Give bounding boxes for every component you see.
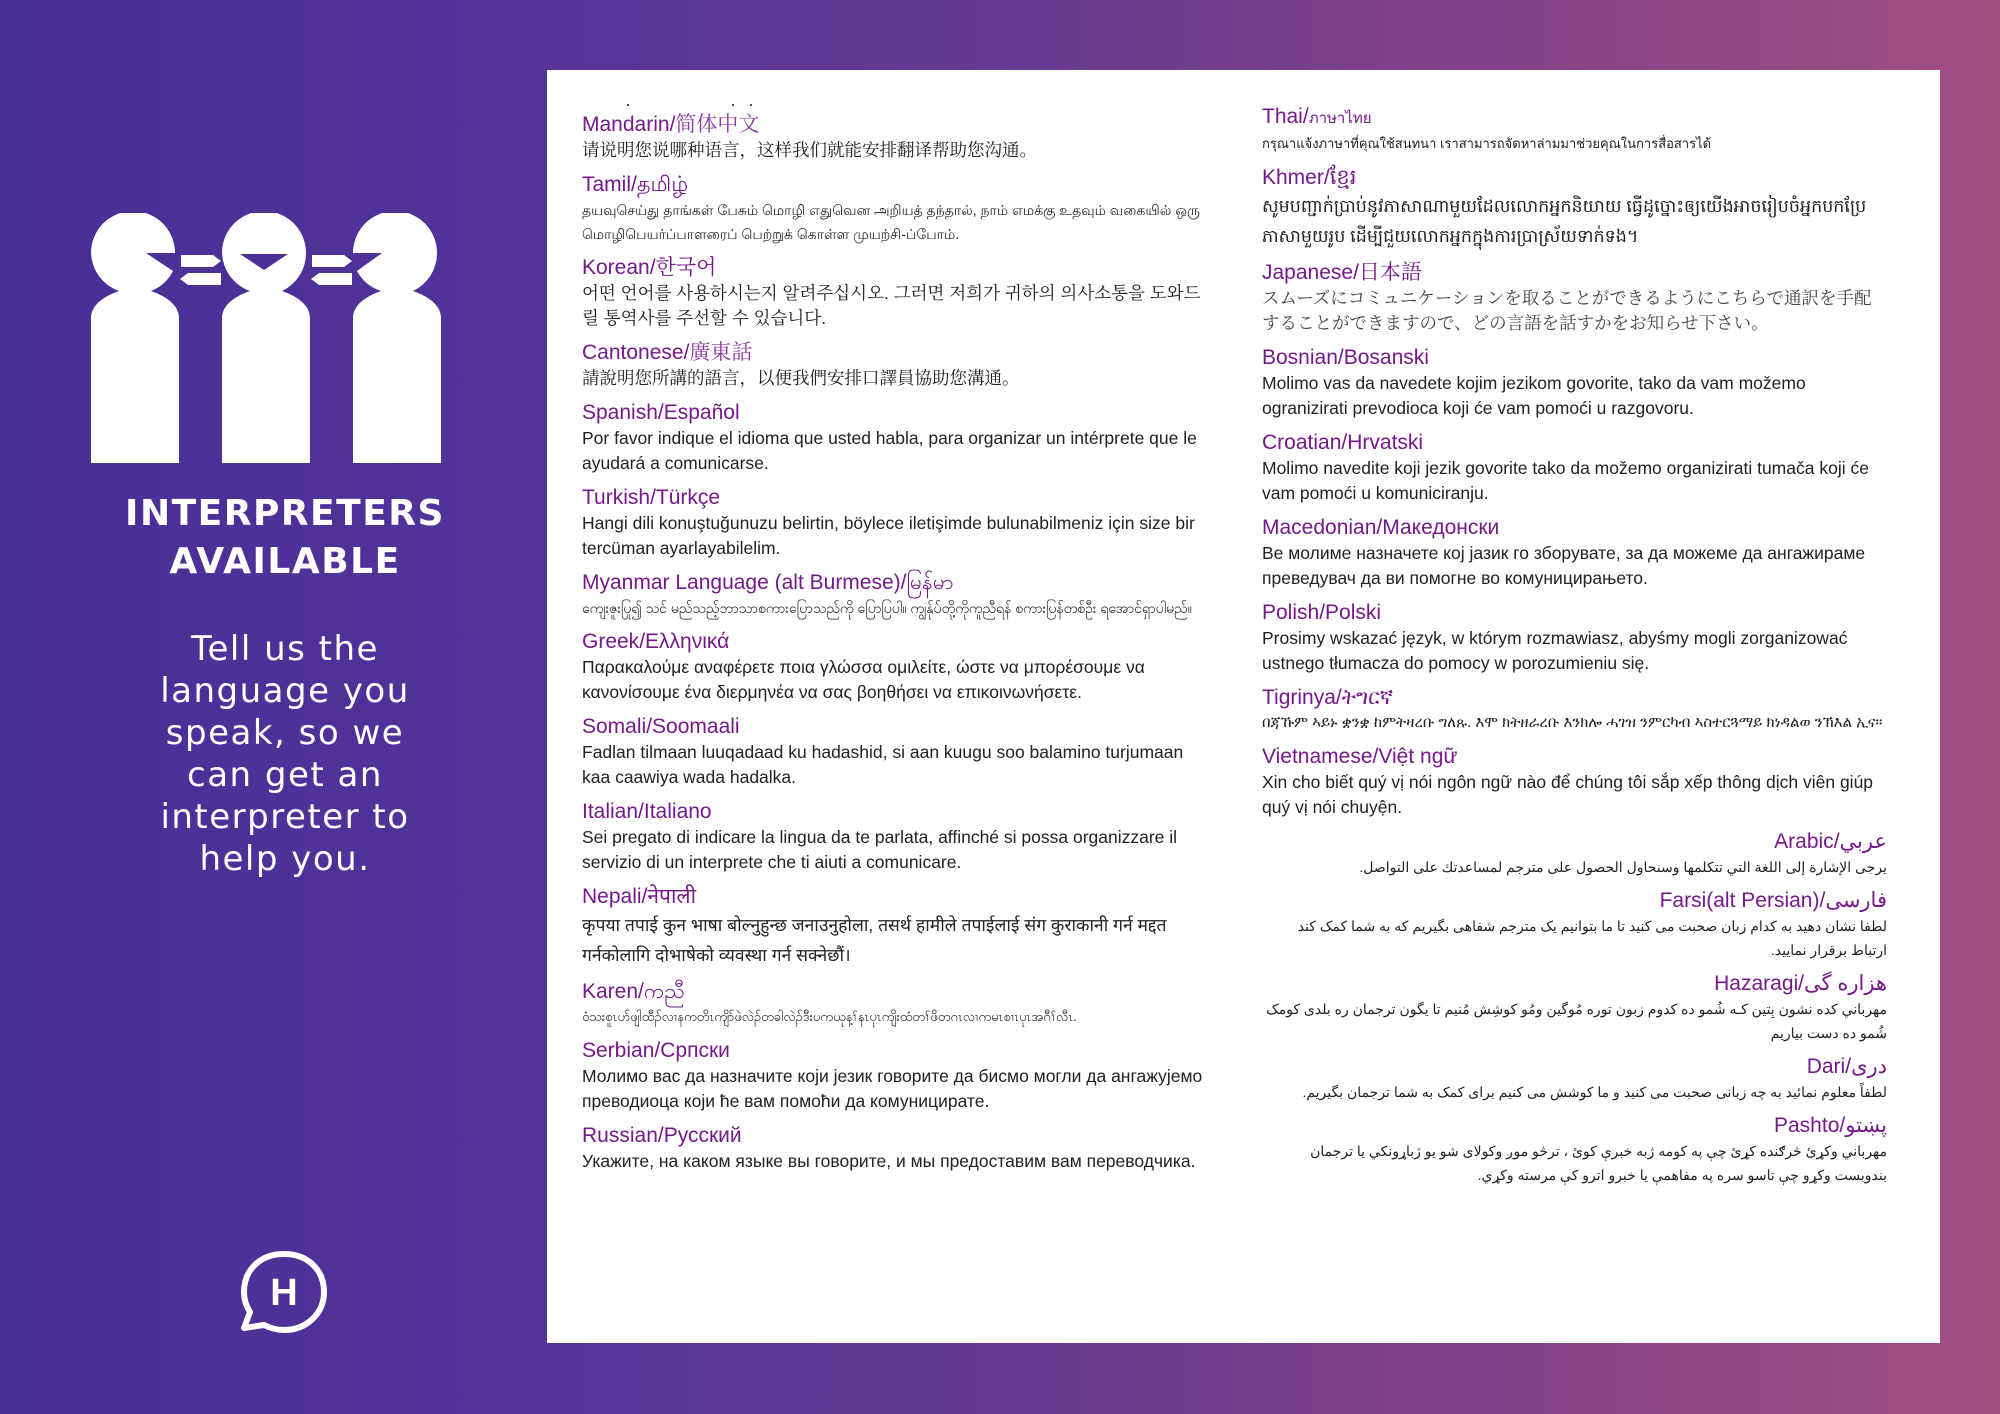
language-title: Nepali/नेपाली (582, 885, 697, 908)
tagline-line: language you (160, 671, 410, 711)
sidebar (0, 0, 547, 1414)
language-text: يرجى الإشارة إلى اللغة التي تتكلمها وسنحاول الحصول على مترجم لمساعدتك على التواصل. (1359, 859, 1887, 875)
language-title: Mandarin/简体中文 (582, 113, 760, 136)
language-entry-greek (582, 629, 1212, 705)
language-column-right (1262, 104, 1887, 1196)
language-title: عربي/Arabic (1774, 830, 1887, 853)
language-entry-tigrinya (1262, 685, 1887, 735)
language-title: Russian/Русский (582, 1124, 742, 1147)
language-title: Turkish/Türkçe (582, 486, 721, 509)
language-title: Macedonian/Македонски (1262, 516, 1500, 539)
language-title: Myanmar Language (alt Burmese)/မြန်မာ (582, 571, 954, 594)
language-entry-japanese (1262, 260, 1887, 336)
language-text: Molimo vas da navedete kojim jezikom govorite, tako da vam možemo ogranizirati prevodioca koji će vam pomoći u razgovoru. (1262, 373, 1806, 418)
language-text: ဝံသးစူၤဟ်ဖျါထီၣ်လၢနကတိၤကျိာ်ဖဲလဲၣ်တခါလဲၣ်ဒီးပကယုန့ၢ်နၤပုၤကျိးထံတၢ်ဖိတဂၤလၢကမၤစၢၤပုၤအဂီၢ်လီၤ. (582, 1009, 1077, 1024)
language-text: Παρακαλούμε αναφέρετε ποια γλώσσα ομιλείτε, ώστε να μπορέσουμε να κανονίσουμε ένα διερμηνέα να σας βοηθήσει να επικοινωνήσετε. (582, 657, 1145, 702)
language-title: Italian/Italiano (582, 800, 712, 823)
language-text: Xin cho biết quý vị nói ngôn ngữ nào để chúng tôi sắp xếp thông dịch viên giúp quý vị nói chuyện. (1262, 772, 1874, 817)
language-entry-turkish (582, 485, 1212, 561)
tagline-line: speak, so we (165, 713, 405, 753)
language-title: Bosnian/Bosanski (1262, 346, 1429, 369)
language-entry-cantonese (582, 340, 1212, 391)
tagline-line: Tell us the (191, 629, 379, 669)
language-entry-thai (1262, 104, 1887, 156)
language-text: 어떤 언어를 사용하시는지 알려주십시오. 그러면 저희가 귀하의 의사소통을 도와드릴 통역사를 주선할 수 있습니다. (582, 283, 1201, 328)
language-panel (547, 70, 1940, 1343)
speech-bubble-h-icon (236, 1248, 332, 1344)
rtl-language-group (1262, 829, 1887, 1187)
language-entry-khmer (1262, 165, 1887, 251)
language-entry-nepali (582, 884, 1212, 970)
language-title: Karen/ကညီ (582, 980, 685, 1003)
language-title: Thai/ภาษาไทย (1262, 105, 1372, 128)
language-text: Укажите, на каком языке вы говорите, и мы предоставим вам переводчика. (582, 1151, 1196, 1171)
language-entry-tamil (582, 172, 1212, 246)
language-entry-macedonian (1262, 515, 1887, 591)
language-title: Greek/Ελληνικά (582, 630, 730, 653)
svg-text:H: H (270, 1272, 298, 1314)
language-entry-farsi (1262, 888, 1887, 962)
language-text: Molimo navedite koji jezik govorite tako da možemo organizirati tumača koji će vam pomoći u komuniciranju. (1262, 458, 1869, 503)
language-title: Polish/Polski (1262, 601, 1382, 624)
language-title: Tamil/தமிழ் (582, 173, 689, 196)
language-title: Spanish/Español (582, 401, 740, 424)
language-entry-arabic (1262, 829, 1887, 879)
language-text: 請說明您所講的語言，以便我們安排口譯員協助您溝通。 (582, 368, 1020, 388)
interpreter-symbol-icon (91, 213, 471, 463)
language-text: សូមបញ្ជាក់ប្រាប់នូវភាសាណាមួយដែលលោកអ្នកនិយាយ ធ្វើដូច្នោះឲ្យយើងអាចរៀបចំអ្នកបកប្រែភាសាមួយរូប ដើម្បីជួយលោកអ្នកក្នុងការប្រាស្រ័យទាក់ទង។ (1262, 196, 1867, 246)
language-text: Sei pregato di indicare la lingua da te parlata, affinché si possa organizzare il servizio di un interprete che ti aiuti a comunicare. (582, 827, 1178, 872)
language-text: 请说明您说哪种语言，这样我们就能安排翻译帮助您沟通。 (582, 140, 1037, 160)
headline-line-1: INTERPRETERS (125, 493, 445, 534)
tagline-line: help you. (199, 839, 371, 879)
language-title: دری/Dari (1806, 1055, 1887, 1078)
language-entry-dari (1262, 1054, 1887, 1104)
language-entry-myanmar (582, 570, 1212, 620)
tagline-line: interpreter to (160, 797, 410, 837)
headline (0, 490, 570, 586)
language-entry-serbian (582, 1038, 1212, 1114)
language-column-left (582, 104, 1212, 1183)
language-entry-croatian (1262, 430, 1887, 506)
language-entry-mandarin (582, 112, 1212, 163)
language-text: Hangi dili konuştuğunuzu belirtin, böylece iletişimde bulunabilmeniz için size bir tercüman ayarlayabilelim. (582, 513, 1195, 558)
language-text: مهرباني كده نشون بِتين كـه شُمو ده كدوم زبون توره مُوگين ومُو كوشِش مُنيم تا يگون ترجمان ره بلدى كومک شُمو ده دست بياريم (1266, 1001, 1887, 1041)
language-text: กรุณาแจ้งภาษาที่คุณใช้สนทนา เราสามารถจัดหาล่ามมาช่วยคุณในการสื่อสารได้ (1262, 136, 1712, 151)
language-text: スムーズにコミュニケーションを取ることができるようにこちらで通訳を手配することができますので、どの言語を話すかをお知らせ下さい。 (1262, 288, 1872, 333)
language-title: Vietnamese/Việt ngữ (1262, 745, 1458, 768)
language-entry-karen (582, 979, 1212, 1029)
language-text: مهرباني وکړئ څرګنده کړئ چې په کومه ژبه خبرې کوئ ، ترڅو موږ وکولای شو یو ژباړونکي یا ترجمان بندوبست وکړو چې تاسو سره په مفاهمې یا خبرو اترو کې مرسته وکړي. (1310, 1143, 1887, 1183)
language-title: Serbian/Српски (582, 1039, 730, 1062)
language-entry-hazaragi (1262, 971, 1887, 1045)
language-title: Japanese/日本語 (1262, 261, 1422, 284)
language-text: தயவுசெய்து தாங்கள் பேசும் மொழி எதுவென அறியத் தந்தால், நாம் எமக்கு உதவும் வகையில் ஒரு மொழிபெயர்ப்பாளரைப் பெற்றுக் கொள்ள முயற்சி-ப்போம். (582, 202, 1200, 242)
language-entry-pashto (1262, 1113, 1887, 1187)
language-text: Ве молиме назначете кој јазик го зборувате, за да можеме да ангажираме преведувач да ви помогне во комуницирањето. (1262, 543, 1866, 588)
language-entry-somali (582, 714, 1212, 790)
language-entry-vietnamese (1262, 744, 1887, 820)
tagline-line: can get an (187, 755, 383, 795)
language-text: Молимо вас да назначите који језик говорите да бисмо могли да ангажујемо преводиоца који ће вам помоћи да комуницирате. (582, 1066, 1203, 1111)
headline-line-2: AVAILABLE (169, 541, 401, 582)
language-title: Croatian/Hrvatski (1262, 431, 1424, 454)
language-title: فارسی/Farsi(alt Persian) (1659, 889, 1887, 912)
language-entry-spanish (582, 400, 1212, 476)
language-title: Khmer/ខ្មែរ (1262, 166, 1357, 189)
tagline (0, 628, 570, 880)
language-entry-russian (582, 1123, 1212, 1174)
language-title: هزاره گی/Hazaragi (1714, 972, 1887, 995)
language-title: Cantonese/廣東話 (582, 341, 753, 364)
language-title: Somali/Soomaali (582, 715, 740, 738)
language-text: لطفا نشان دهید به کدام زبان صحبت می کنید تا ما بتوانیم یک مترجم شفاهی بگیریم که به شما کمک کند ارتباط برقرار نمایید. (1297, 918, 1887, 958)
language-title: Tigrinya/ትግርኛ (1262, 686, 1394, 709)
scan-artifact (582, 104, 1212, 112)
language-entry-italian (582, 799, 1212, 875)
language-text: Prosimy wskazać język, w którym rozmawiasz, abyśmy mogli zorganizować ustnego tłumacza do pomocy w porozumieniu się. (1262, 628, 1848, 673)
language-text: कृपया तपाई कुन भाषा बोल्नुहुन्छ जनाउनुहोला, तसर्थ हामीले तपाईलाई संग कुराकानी गर्न मद्दत गर्नकोलागि दोभाषेको व्यवस्था गर्न सक्नेछौं। (582, 915, 1167, 965)
language-entry-korean (582, 255, 1212, 331)
language-text: በጃኹም ኣይኑ ቋንቋ ከምትዛረቡ ግለጹ. እሞ ክትዘራረቡ እንክሎ ሓገዝ ንምርካብ ኣስተርጓማይ ክነዳልወ ንኽእል ኢና። (1262, 714, 1883, 731)
language-title: Korean/한국어 (582, 256, 717, 279)
language-entry-bosnian (1262, 345, 1887, 421)
language-text: Fadlan tilmaan luuqadaad ku hadashid, si aan kuugu soo balamino turjumaan kaa caawiya wada hadalka. (582, 742, 1184, 787)
language-text: ကျေးဇူးပြု၍ သင် မည်သည့်ဘာသာစကားပြောသည်ကို ပြောပြပါ။ ကျွန်ုပ်တို့ကိုကူညီရန် စကားပြန်တစ်ဦး ရအောင်ရှာပါမည်။ (582, 600, 1192, 616)
language-entry-polish (1262, 600, 1887, 676)
language-title: پښتو/Pashto (1774, 1114, 1887, 1137)
language-text: Por favor indique el idioma que usted habla, para organizar un intérprete que le ayudará a comunicarse. (582, 428, 1197, 473)
language-text: لطفاً معلوم نمائید به چه زبانی صحبت می کنید و ما کوشش می کنیم برای کمک به شما ترجمان بگیریم. (1302, 1084, 1887, 1100)
